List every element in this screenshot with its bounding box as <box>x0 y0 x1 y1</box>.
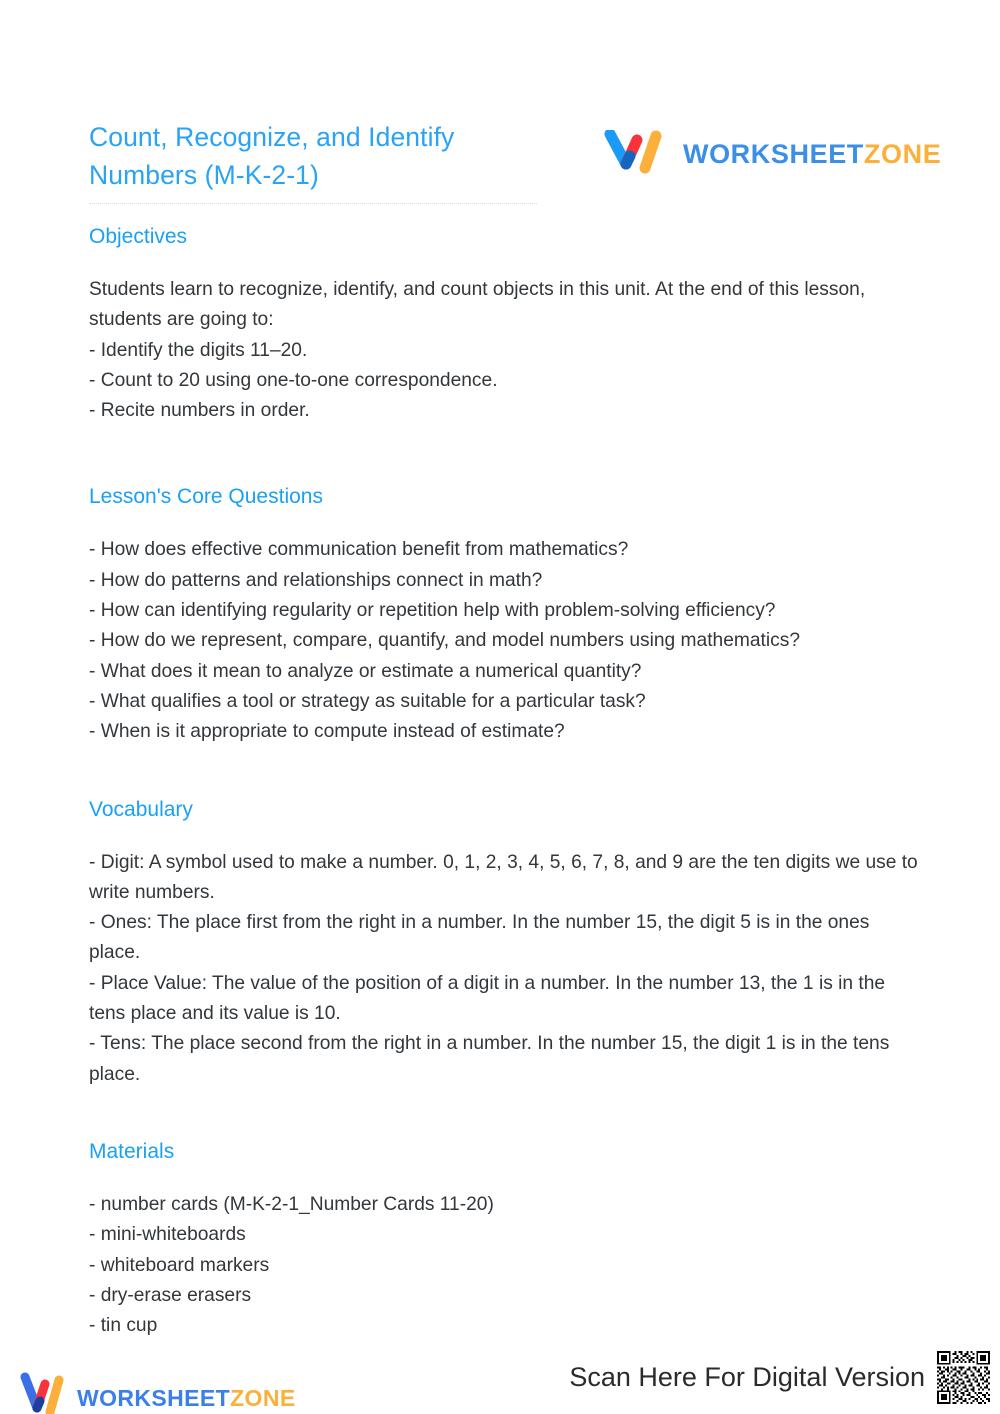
list-item: - Digit: A symbol used to make a number. 0, 1, 2, 3, 4, 5, 6, 7, 8, and 9 are the ten digits we use to write numbers. <box>89 851 918 903</box>
list-item: - dry-erase erasers <box>89 1284 252 1306</box>
section-content-vocabulary <box>89 848 924 1090</box>
list-item: - Tens: The place second from the right in a number. In the number 15, the digit 1 is in the tens place. <box>89 1033 890 1085</box>
list-item: - How can identifying regularity or repetition help with problem-solving efficiency? <box>89 600 776 622</box>
footer-wordmark-worksheet: WORKSHEET <box>77 1384 231 1411</box>
page-header <box>0 118 1000 214</box>
paragraph: Students learn to recognize, identify, and count objects in this unit. At the end of this lesson, students are going to: <box>89 279 866 331</box>
list-item: - Count to 20 using one-to-one correspondence. <box>89 369 498 391</box>
page-footer <box>0 1330 1000 1414</box>
footer-brand-wordmark <box>77 1385 296 1412</box>
brand-wordmark-zone: ZONE <box>863 138 942 169</box>
worksheetzone-w-logo-icon <box>604 130 666 178</box>
list-item: - What does it mean to analyze or estimate a numerical quantity? <box>89 660 642 682</box>
brand-logo <box>604 130 941 178</box>
list-item: - Ones: The place first from the right in a number. In the number 15, the digit 5 is in the ones place. <box>89 912 870 964</box>
list-item: - mini-whiteboards <box>89 1224 246 1246</box>
section-materials <box>89 1137 924 1341</box>
section-vocabulary <box>89 795 924 1090</box>
worksheetzone-w-logo-icon <box>20 1372 66 1414</box>
list-item: - How does effective communication benefit from mathematics? <box>89 539 629 561</box>
list-item: - Identify the digits 11–20. <box>89 339 308 361</box>
document-body <box>89 222 924 1341</box>
footer-brand-logo <box>20 1372 296 1414</box>
footer-wordmark-zone: ZONE <box>230 1384 296 1411</box>
section-heading-materials: Materials <box>89 1139 175 1163</box>
scan-group <box>569 1349 992 1406</box>
scan-instruction-text: Scan Here For Digital Version <box>569 1362 925 1392</box>
brand-wordmark <box>683 139 941 170</box>
section-core-questions <box>89 482 924 747</box>
brand-wordmark-worksheet: WORKSHEET <box>683 138 864 169</box>
section-content-core-questions <box>89 535 924 747</box>
list-item: - number cards (M-K-2-1_Number Cards 11-20) <box>89 1193 494 1215</box>
qr-code-icon[interactable] <box>935 1349 992 1406</box>
section-objectives <box>89 222 924 426</box>
list-item: - Place Value: The value of the position of a digit in a number. In the number 13, the 1 is in the tens place and its value is 10. <box>89 972 886 1025</box>
title-block <box>89 118 537 204</box>
section-heading-core-questions: Lesson's Core Questions <box>89 485 323 509</box>
list-item: - When is it appropriate to compute instead of estimate? <box>89 721 565 743</box>
list-item: - whiteboard markers <box>89 1254 270 1276</box>
list-item: - Recite numbers in order. <box>89 400 310 422</box>
section-heading-vocabulary: Vocabulary <box>89 797 193 821</box>
list-item: - tin cup <box>89 1315 158 1337</box>
section-content-objectives <box>89 275 924 426</box>
title-divider <box>89 203 537 204</box>
section-content-materials <box>89 1190 924 1341</box>
section-heading-objectives: Objectives <box>89 225 188 248</box>
list-item: - How do we represent, compare, quantify, and model numbers using mathematics? <box>89 630 800 652</box>
page-title: Count, Recognize, and Identify Numbers (M-K-2-1) <box>89 122 455 190</box>
list-item: - What qualifies a tool or strategy as suitable for a particular task? <box>89 690 646 712</box>
list-item: - How do patterns and relationships connect in math? <box>89 569 543 591</box>
